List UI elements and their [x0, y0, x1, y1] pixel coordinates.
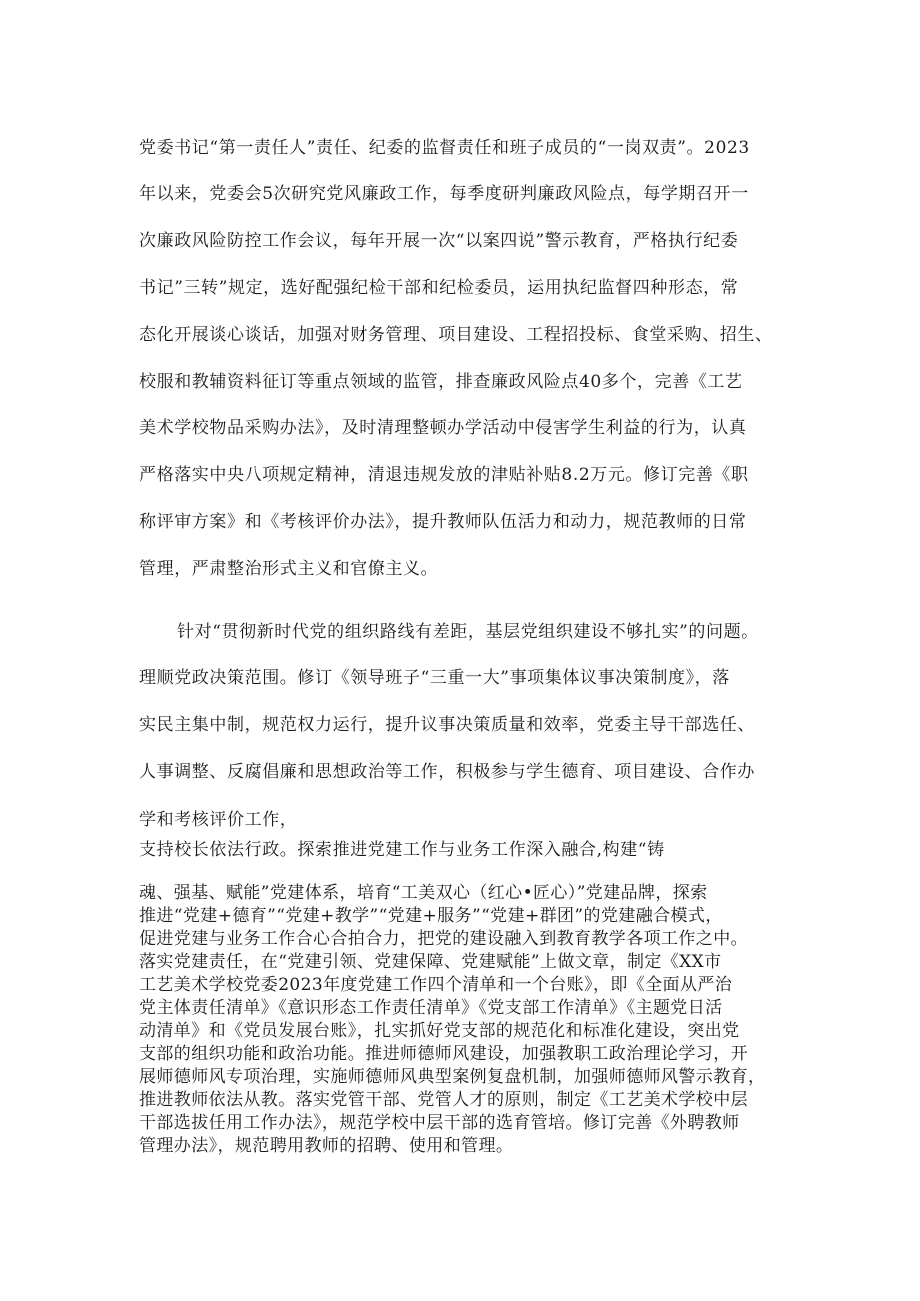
- text-line: 实民主集中制，规范权力运行，提升议事决策质量和效率，党委主导干部选任、: [139, 715, 755, 735]
- text-line: 推进“党建+德育”“党建+教学”“党建+服务”“党建+群团”的党建融合模式，: [139, 906, 723, 926]
- text-line: 人事调整、反腐倡廉和思想政治等工作，积极参与学生德育、项目建设、合作办: [139, 762, 755, 782]
- text-line: 党委书记“第一责任人”责任、纪委的监督责任和班子成员的“一岗双责”。2023: [139, 138, 750, 158]
- text-line: 动清单》和《党员发展台账》，扎实抓好党支部的规范化和标准化建设，突出党: [139, 1021, 740, 1041]
- text-line: 支持校长依法行政。探索推进党建工作与业务工作深入融合,构建“铸: [139, 840, 665, 860]
- text-line: 严格落实中央八项规定精神，清退违规发放的津贴补贴8.2万元。修订完善《职: [139, 465, 749, 485]
- text-line: 党主体责任清单》《意识形态工作责任清单》《党支部工作清单》《主题党日活: [139, 998, 723, 1018]
- text-line: 称评审方案》和《考核评价办法》，提升教师队伍活力和动力，规范教师的日常: [139, 512, 747, 532]
- text-line: 次廉政风险防控工作会议，每年开展一次“以案四说”警示教育，严格执行纪委: [139, 231, 739, 251]
- text-line: 魂、强基、赋能”党建体系，培育“工美双心（红心•匠心）”党建品牌，探索: [139, 883, 708, 903]
- text-line: 管理，严肃整治形式主义和官僚主义。: [139, 559, 439, 579]
- text-line: 书记”三转”规定，选好配强纪检干部和纪检委员，运用执纪监督四种形态，常: [139, 278, 739, 298]
- text-line: 管理办法》，规范聘用教师的招聘、使用和管理。: [139, 1136, 514, 1156]
- text-line: 学和考核评价工作，: [139, 810, 298, 830]
- text-line: 美术学校物品采购办法》，及时清理整顿办学活动中侵害学生利益的行为，认真: [139, 418, 747, 438]
- text-line: 促进党建与业务工作合心合拍合力，把党的建设融入到教育教学各项工作之中。: [139, 929, 748, 949]
- text-line: 落实党建责任，在“党建引领、党建保障、党建赋能”上做文章，制定《XX市: [139, 952, 722, 972]
- text-line: 态化开展谈心谈话，加强对财务管理、项目建设、工程招投标、食堂采购、招生、: [139, 325, 773, 345]
- text-line: 展师德师风专项治理，实施师德师风典型案例复盘机制，加强师德师风警示教育，: [139, 1067, 766, 1087]
- text-line: 年以来，党委会5次研究党风廉政工作，每季度研判廉政风险点，每学期召开一: [139, 184, 749, 204]
- text-line: 干部选拔任用工作办法》，规范学校中层干部的选育管培。修订完善《外聘教师: [139, 1113, 740, 1133]
- text-line: 推进教师依法从教。落实党管干部、党管人才的原则，制定《工艺美术学校中层: [139, 1090, 748, 1110]
- text-line: 理顺党政决策范围。修订《领导班子“三重一大”事项集体议事决策制度》，落: [139, 668, 730, 688]
- text-line: 校服和教辅资料征订等重点领域的监管，排查廉政风险点40多个，完善《工艺: [139, 372, 743, 392]
- text-line: 支部的组织功能和政治功能。推进师德师风建设，加强教职工政治理论学习，开: [139, 1044, 748, 1064]
- text-line: 工艺美术学校党委2023年度党建工作四个清单和一个台账》，即《全面从严治: [139, 975, 733, 995]
- text-line: 针对“贯彻新时代党的组织路线有差距，基层党组织建设不够扎实”的问题。: [177, 622, 759, 642]
